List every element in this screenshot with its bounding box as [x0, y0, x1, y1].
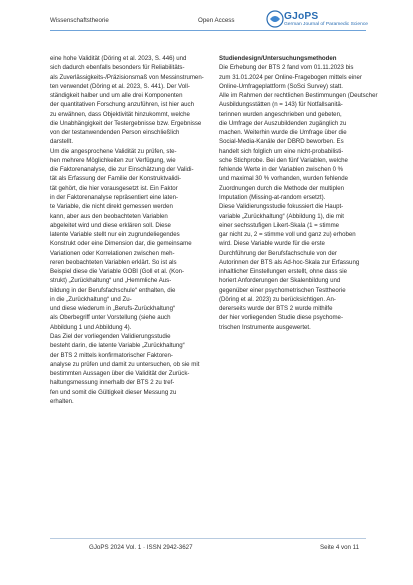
text-line: variable „Zurückhaltung“ (Abbildung 1), die mit: [219, 212, 344, 220]
text-line: einer sechsstufigen Likert-Skala (1 = stimme: [219, 221, 340, 229]
text-line: von der testanwendenden Person einschließlich: [50, 129, 180, 137]
text-line: horiert Anforderungen der Skalenbildung und: [219, 277, 341, 285]
text-line: trischen Instrumente ausgewertet.: [219, 323, 311, 331]
text-line: in die „Zurückhaltung“ und Zu-: [50, 295, 132, 303]
text-line: wird. Diese Variable wurde für die erste: [219, 240, 325, 248]
text-line: zu erwähnen, dass Objektivität hinzukommt, welche: [50, 110, 190, 118]
text-line: Social-Media-Kanäle der DBRD beworben. Es: [219, 138, 344, 146]
text-line: analyse zu prüfen und damit zu untersuchen, ob sie mit: [50, 360, 200, 368]
footer-journal-info: GJoPS 2024 Vol. 1 · ISSN 2942-3627: [89, 544, 193, 551]
text-line: inhaltlicher Einstellungen erstellt, ohne dass sie: [219, 268, 348, 276]
section-title: Wissenschaftstheorie: [50, 17, 109, 24]
text-line: sich dadurch ebenfalls besonders für Reliabilitäts-: [50, 64, 185, 72]
text-line: als Zuverlässigkeits-/Präzisionsmaß von Messinstrumen-: [50, 73, 204, 81]
text-line: Alle im Rahmen der rechtlichen Bestimmungen (Deutscher: [219, 92, 378, 100]
text-line: Zuordnungen durch die Methode der multiplen: [219, 184, 345, 192]
footer-page-number: Seite 4 von 11: [320, 544, 360, 551]
text-line: und diese wiederum in „Berufs-Zurückhaltung“: [50, 305, 175, 313]
text-line: bestimmten Aussagen über die Validität der Zurück-: [50, 370, 190, 378]
text-line: te Variable, die nicht direkt gemessen werden: [50, 203, 173, 211]
text-line: erhalten.: [50, 397, 74, 405]
text-line: Beispiel diese die Variable GOBI (Goll et al. (Kon-: [50, 268, 185, 276]
text-line: Durchführung der Berufsfachschule von der: [219, 249, 337, 257]
text-line: darstellt.: [50, 138, 74, 146]
text-line: die Faktorenanalyse, die zur Einschätzung der Validi-: [50, 166, 194, 174]
text-line: handelt sich folglich um eine nicht-probabilisti-: [219, 147, 344, 155]
text-line: und maximal 30 % vorhanden, wurden fehlende: [219, 175, 349, 183]
text-line: reren beobachteten Variablen erklärt. So ist als: [50, 258, 177, 266]
text-line: Diese Validierungsstudie fokussiert die Haupt-: [219, 203, 344, 211]
text-line: fen und somit die Gültigkeit dieser Messung zu: [50, 388, 177, 396]
text-line: strukt) „Zurückhaltung“ und „Hemmliche Aus-: [50, 277, 172, 285]
text-line: ständigkeit halber und um alle drei Komponenten: [50, 92, 183, 100]
text-line: Ausbildungsstätten (n = 143) für Notfallsanitä-: [219, 101, 343, 109]
journal-logo-subtitle: German Journal of Paramedic Science: [284, 22, 368, 27]
text-line: tät gehört, die hier vorausgesetzt ist. Ein Faktor: [50, 184, 178, 192]
text-line: der hier vorliegenden Studie diese psychome-: [219, 314, 343, 322]
text-line: besteht darin, die latente Variable „Zurückhaltung“: [50, 342, 185, 350]
journal-logo-name: GJoPS: [284, 11, 319, 22]
text-line: terinnen wurden angeschrieben und gebeten,: [219, 110, 342, 118]
text-line: bildung in der Berufsfachschule“ enthalten, die: [50, 286, 176, 294]
text-line: Die Erhebung der BTS 2 fand vom 01.11.2023 bis: [219, 64, 354, 72]
text-line: Das Ziel der vorliegenden Validierungsstudie: [50, 332, 171, 340]
section-heading: Studiendesign/Untersuchungsmethoden: [219, 55, 337, 62]
text-line: gar nicht zu, 2 = stimme voll und ganz zu) erhoben: [219, 231, 356, 239]
text-line: machen. Weiterhin wurde die Umfrage über die: [219, 129, 347, 137]
text-line: latente Variable stellt nur ein zugrundeliegendes: [50, 231, 180, 239]
text-line: kann, aber aus den beobachteten Variablen: [50, 212, 168, 220]
journal-logo-icon: [266, 10, 284, 28]
text-line: sche Stichprobe. Bei den fünf Variablen, welche: [219, 156, 348, 164]
text-line: abgeleitet wird und diese erklären soll. Diese: [50, 221, 171, 229]
text-line: (Döring et al. 2023) zu berücksichtigen. An-: [219, 295, 336, 303]
left-text-column: [50, 54, 204, 406]
page-header: [0, 0, 413, 50]
text-line: der BTS 2 mittels konfirmatorischer Faktoren-: [50, 351, 173, 359]
text-line: der quantitativen Forschung anzuführen, ist hier auch: [50, 101, 194, 109]
text-line: Online-Umfrageplattform (SoSci Survey) statt.: [219, 82, 343, 90]
journal-logo: [266, 10, 366, 30]
footer-divider: [50, 538, 366, 539]
text-line: Imputation (Missing-at-random ersetzt).: [219, 193, 326, 201]
text-line: gegenüber einer psychometrischen Testtheorie: [219, 286, 346, 294]
text-line: ten verwendet (Döring et al. 2023, S. 441). Der Voll-: [50, 82, 190, 90]
text-line: dererseits wurde der BTS 2 wurde mithilfe: [219, 305, 333, 313]
text-line: Variationen oder Korrelationen zwischen meh-: [50, 249, 175, 257]
text-line: als Oberbegriff unter Vorstellung (siehe auch: [50, 314, 171, 322]
text-line: die Umfrage der Auszubildenden zugänglich zu: [219, 119, 347, 127]
text-line: tät als Erfassung der Familie der Konstruktvalidi-: [50, 175, 182, 183]
text-line: Konstrukt oder eine Dimension dar, die gemeinsame: [50, 240, 192, 248]
right-text-column: [219, 54, 378, 332]
header-divider: [50, 30, 366, 31]
text-line: Abbildung 1 und Abbildung 4).: [50, 323, 132, 331]
text-line: zum 31.01.2024 per Online-Fragebogen mittels einer: [219, 73, 362, 81]
text-line: in der Faktorenanalyse repräsentiert eine laten-: [50, 193, 179, 201]
text-line: Autorinnen der BTS als Ad-hoc-Skala zur Erfassung: [219, 258, 360, 266]
text-line: die Unabhängigkeit der Testergebnisse bzw. Ergebnisse: [50, 119, 202, 127]
text-line: haltungsmessung innerhalb der BTS 2 zu tref-: [50, 379, 175, 387]
text-line: fehlende Werte in der Variablen zwischen 0 %: [219, 166, 344, 174]
text-line: Um die angesprochene Validität zu prüfen, ste-: [50, 147, 177, 155]
text-line: eine hohe Validität (Döring et al. 2023, S. 446) und: [50, 55, 187, 62]
open-access-label: Open Access: [198, 17, 235, 24]
text-line: hen mehrere Möglichkeiten zur Verfügung, wie: [50, 156, 176, 164]
